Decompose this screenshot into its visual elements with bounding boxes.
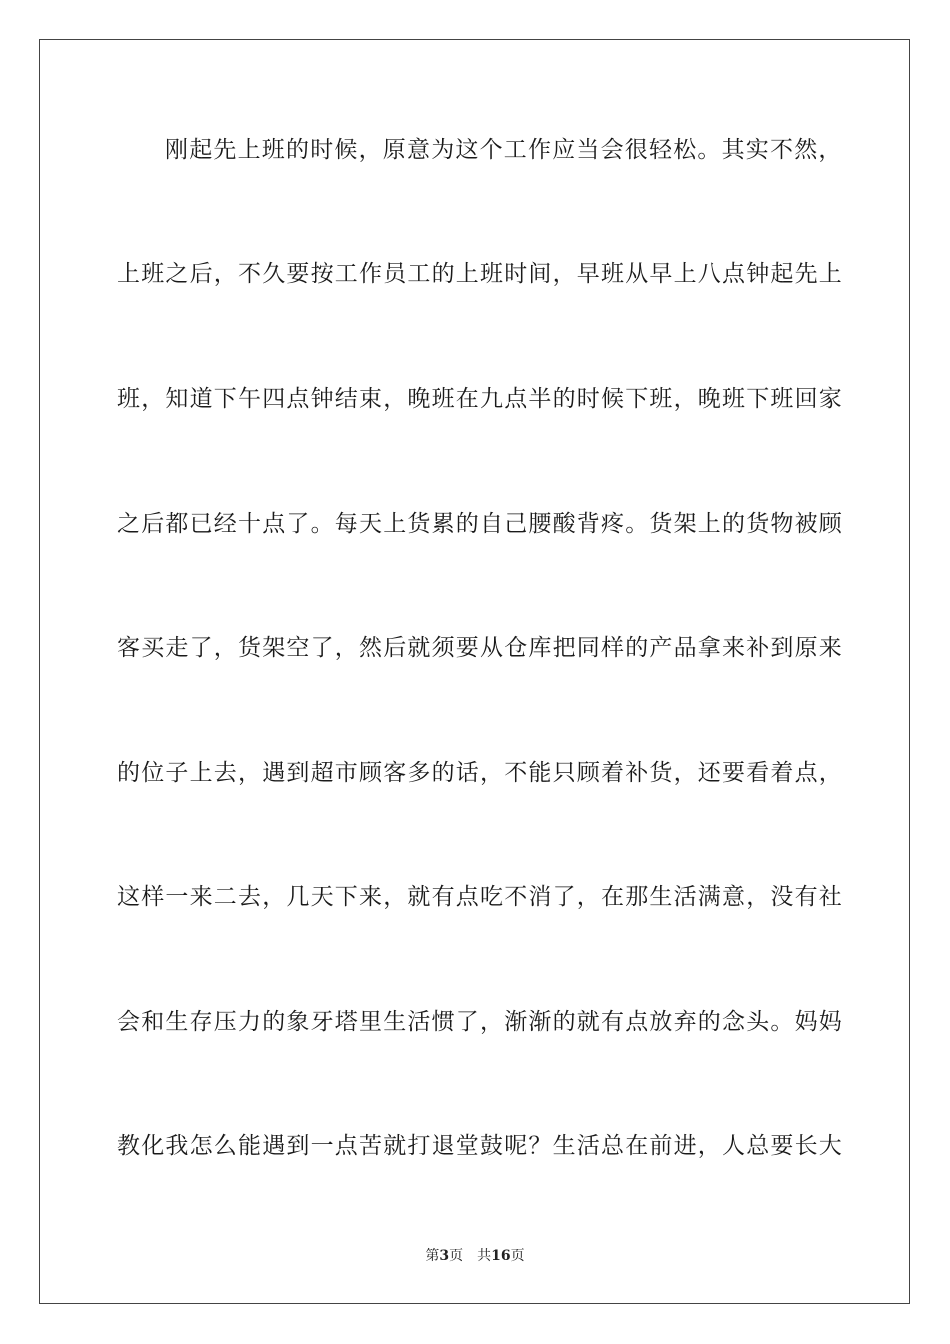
text-line-5: 客买走了，货架空了，然后就须要从仓库把同样的产品拿来补到原来 (117, 635, 843, 661)
text-line-7: 这样一来二去，几天下来，就有点吃不消了，在那生活满意，没有社 (117, 884, 843, 910)
text-line-6: 的位子上去，遇到超市顾客多的话，不能只顾着补货，还要看着点， (117, 760, 843, 786)
page-prefix: 第 (425, 1248, 440, 1264)
page-border (39, 39, 910, 1304)
text-line-8: 会和生存压力的象牙塔里生活惯了，渐渐的就有点放弃的念头。妈妈 (117, 1009, 843, 1035)
total-pages: 16 (491, 1248, 511, 1264)
page-suffix: 页 (449, 1248, 464, 1264)
total-suffix: 页 (510, 1248, 525, 1264)
page-footer (0, 1247, 950, 1265)
text-line-1: 刚起先上班的时候，原意为这个工作应当会很轻松。其实不然， (165, 137, 843, 163)
text-line-9: 教化我怎么能遇到一点苦就打退堂鼓呢？生活总在前进，人总要长大 (117, 1133, 843, 1159)
page-number: 3 (439, 1248, 450, 1264)
text-line-4: 之后都已经十点了。每天上货累的自己腰酸背疼。货架上的货物被顾 (117, 511, 843, 537)
text-line-2: 上班之后，不久要按工作员工的上班时间，早班从早上八点钟起先上 (117, 261, 843, 287)
total-prefix: 共 (477, 1248, 492, 1264)
text-line-3: 班，知道下午四点钟结束，晚班在九点半的时候下班，晚班下班回家 (117, 386, 843, 412)
